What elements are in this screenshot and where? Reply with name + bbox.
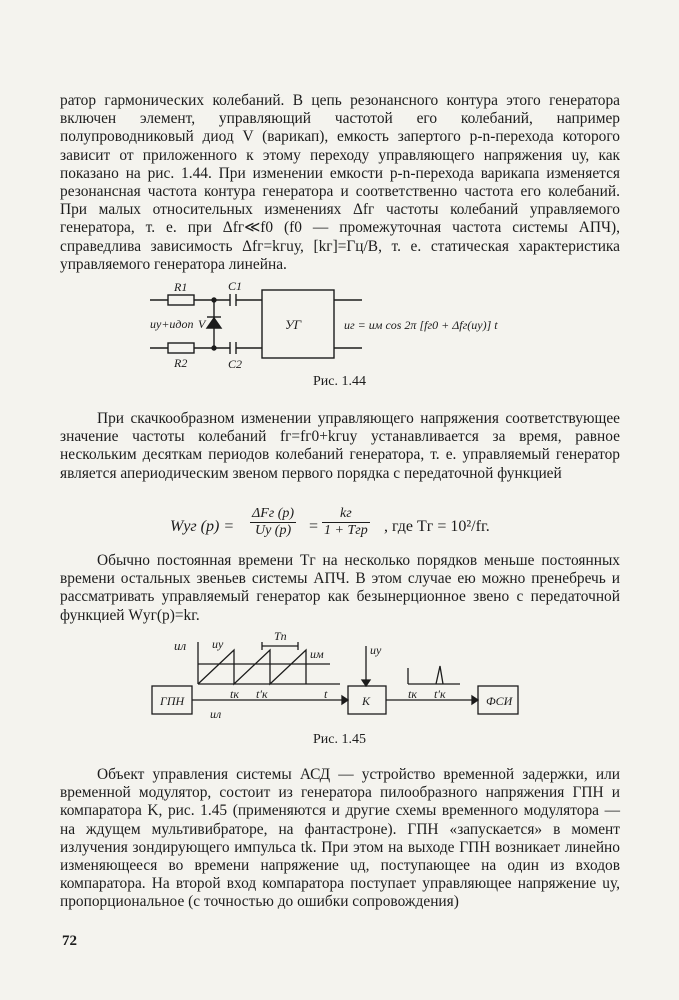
page-number: 72 [62,933,77,949]
diode-label: V [198,317,206,331]
uy-level-label: uу [212,637,224,651]
ul-signal-label: uл [210,707,222,721]
c2-label: C2 [228,357,243,370]
c1-label: C1 [228,280,243,293]
formula-fraction-1-num: ΔFг (p) [252,506,295,521]
figure-1-44-caption: Рис. 1.44 [313,374,366,389]
gpn-block-label: ГПН [160,694,185,708]
uy-input-label: uу [370,643,382,657]
figure-1-45 [0,628,679,728]
time-modulator-diagram [0,628,679,728]
formula-equals: = [308,518,319,535]
figure-1-44 [0,280,679,370]
formula-lhs: Wуг (p) = [170,518,235,535]
r2-label: R2 [174,356,188,370]
paragraph-2: При скачкообразном изменении управляющего напряжения соответствующее значение частоты колебаний fг=fг0+kгuу устанавливается за время, равное нескольким десяткам периодов колебаний генератора, т. е. управляемый генератор является апериодическим звеном первого порядка с передаточной функцией [60,410,620,482]
figure-1-45-caption: Рис. 1.45 [313,732,366,747]
paragraph-3: Обычно постоянная времени Tг на несколько порядков меньше постоянных времени остальных звеньев системы АПЧ. В этом случае ею можно пренебречь и рассматривать управляемый генератор как безынерционное звено с передаточной функцией Wуг(p)=kг. [60,552,620,624]
formula-fraction-1 [250,506,296,539]
tk-label-1: tк [230,687,239,701]
tk-prime-label-2: t′к [434,687,446,701]
formula-fraction-2 [322,506,370,539]
um-label: uм [310,647,324,661]
formula-fraction-1-den: Uу (p) [254,523,292,538]
formula-tail: , где Tг = 10²/fг. [384,518,490,535]
output-formula: uг = uм cos 2π [fг0 + Δfг(uу)] t [344,318,498,332]
r1-label: R1 [174,280,188,294]
formula-fraction-2-den: 1 + Tгp [324,523,368,538]
paragraph-4: Объект управления системы АСД — устройство временной задержки, или временной модулятор, состоит из генератора пилообразного напряжения ГПН и компаратора K, рис. 1.45 (применяются и другие схемы временного модулятора — на ждущем мультивибраторе, на фантастроне). ГПН «запускается» в момент излучения зондирующего импульса tk. При этом на выходе ГПН возникает линейно изменяющееся во времени напряжение uд, поступающее на один из входов компаратора. На второй вход компаратора поступает управляющее напряжение uу, пропорциональное (с точностью до ошибки сопровождения) [60,766,620,911]
input-voltage-label: uу+uдоп [150,317,194,331]
ul-axis-label: uл [174,638,187,653]
tk-label-2: tк [408,687,417,701]
t-axis-label: t [324,687,328,701]
tk-prime-label-1: t′к [256,687,268,701]
formula-fraction-2-num: kг [322,506,370,523]
transfer-function-formula [170,506,630,550]
tp-label: Tп [274,629,287,643]
paragraph-1: ратор гармонических колебаний. В цепь резонансного контура этого генератора включен элемент, управляющий частотой его колебаний, например полупроводниковый диод V (варикап), емкость запертого p-n-перехода которого зависит от приложенного к этому переходу управляющего напряжения uу, как показано на рис. 1.44. При изменении емкости p-n-перехода варикапа изменяется резонансная частота контура генератора и соответственно частота его колебаний. При малых относительных изменениях Δfг частоты колебаний управляемого генератора, т. е. при Δfг≪f0 (f0 — промежуточная частота системы АПЧ), справедлива зависимость Δfг=kгuу, [kг]=Гц/В, т. е. статическая характеристика управляемого генератора линейна. [60,92,620,273]
varicap-circuit-diagram [0,280,679,370]
block-label: УГ [285,317,302,332]
fsi-block-label: ФСИ [486,694,513,708]
k-block-label: К [362,694,370,708]
